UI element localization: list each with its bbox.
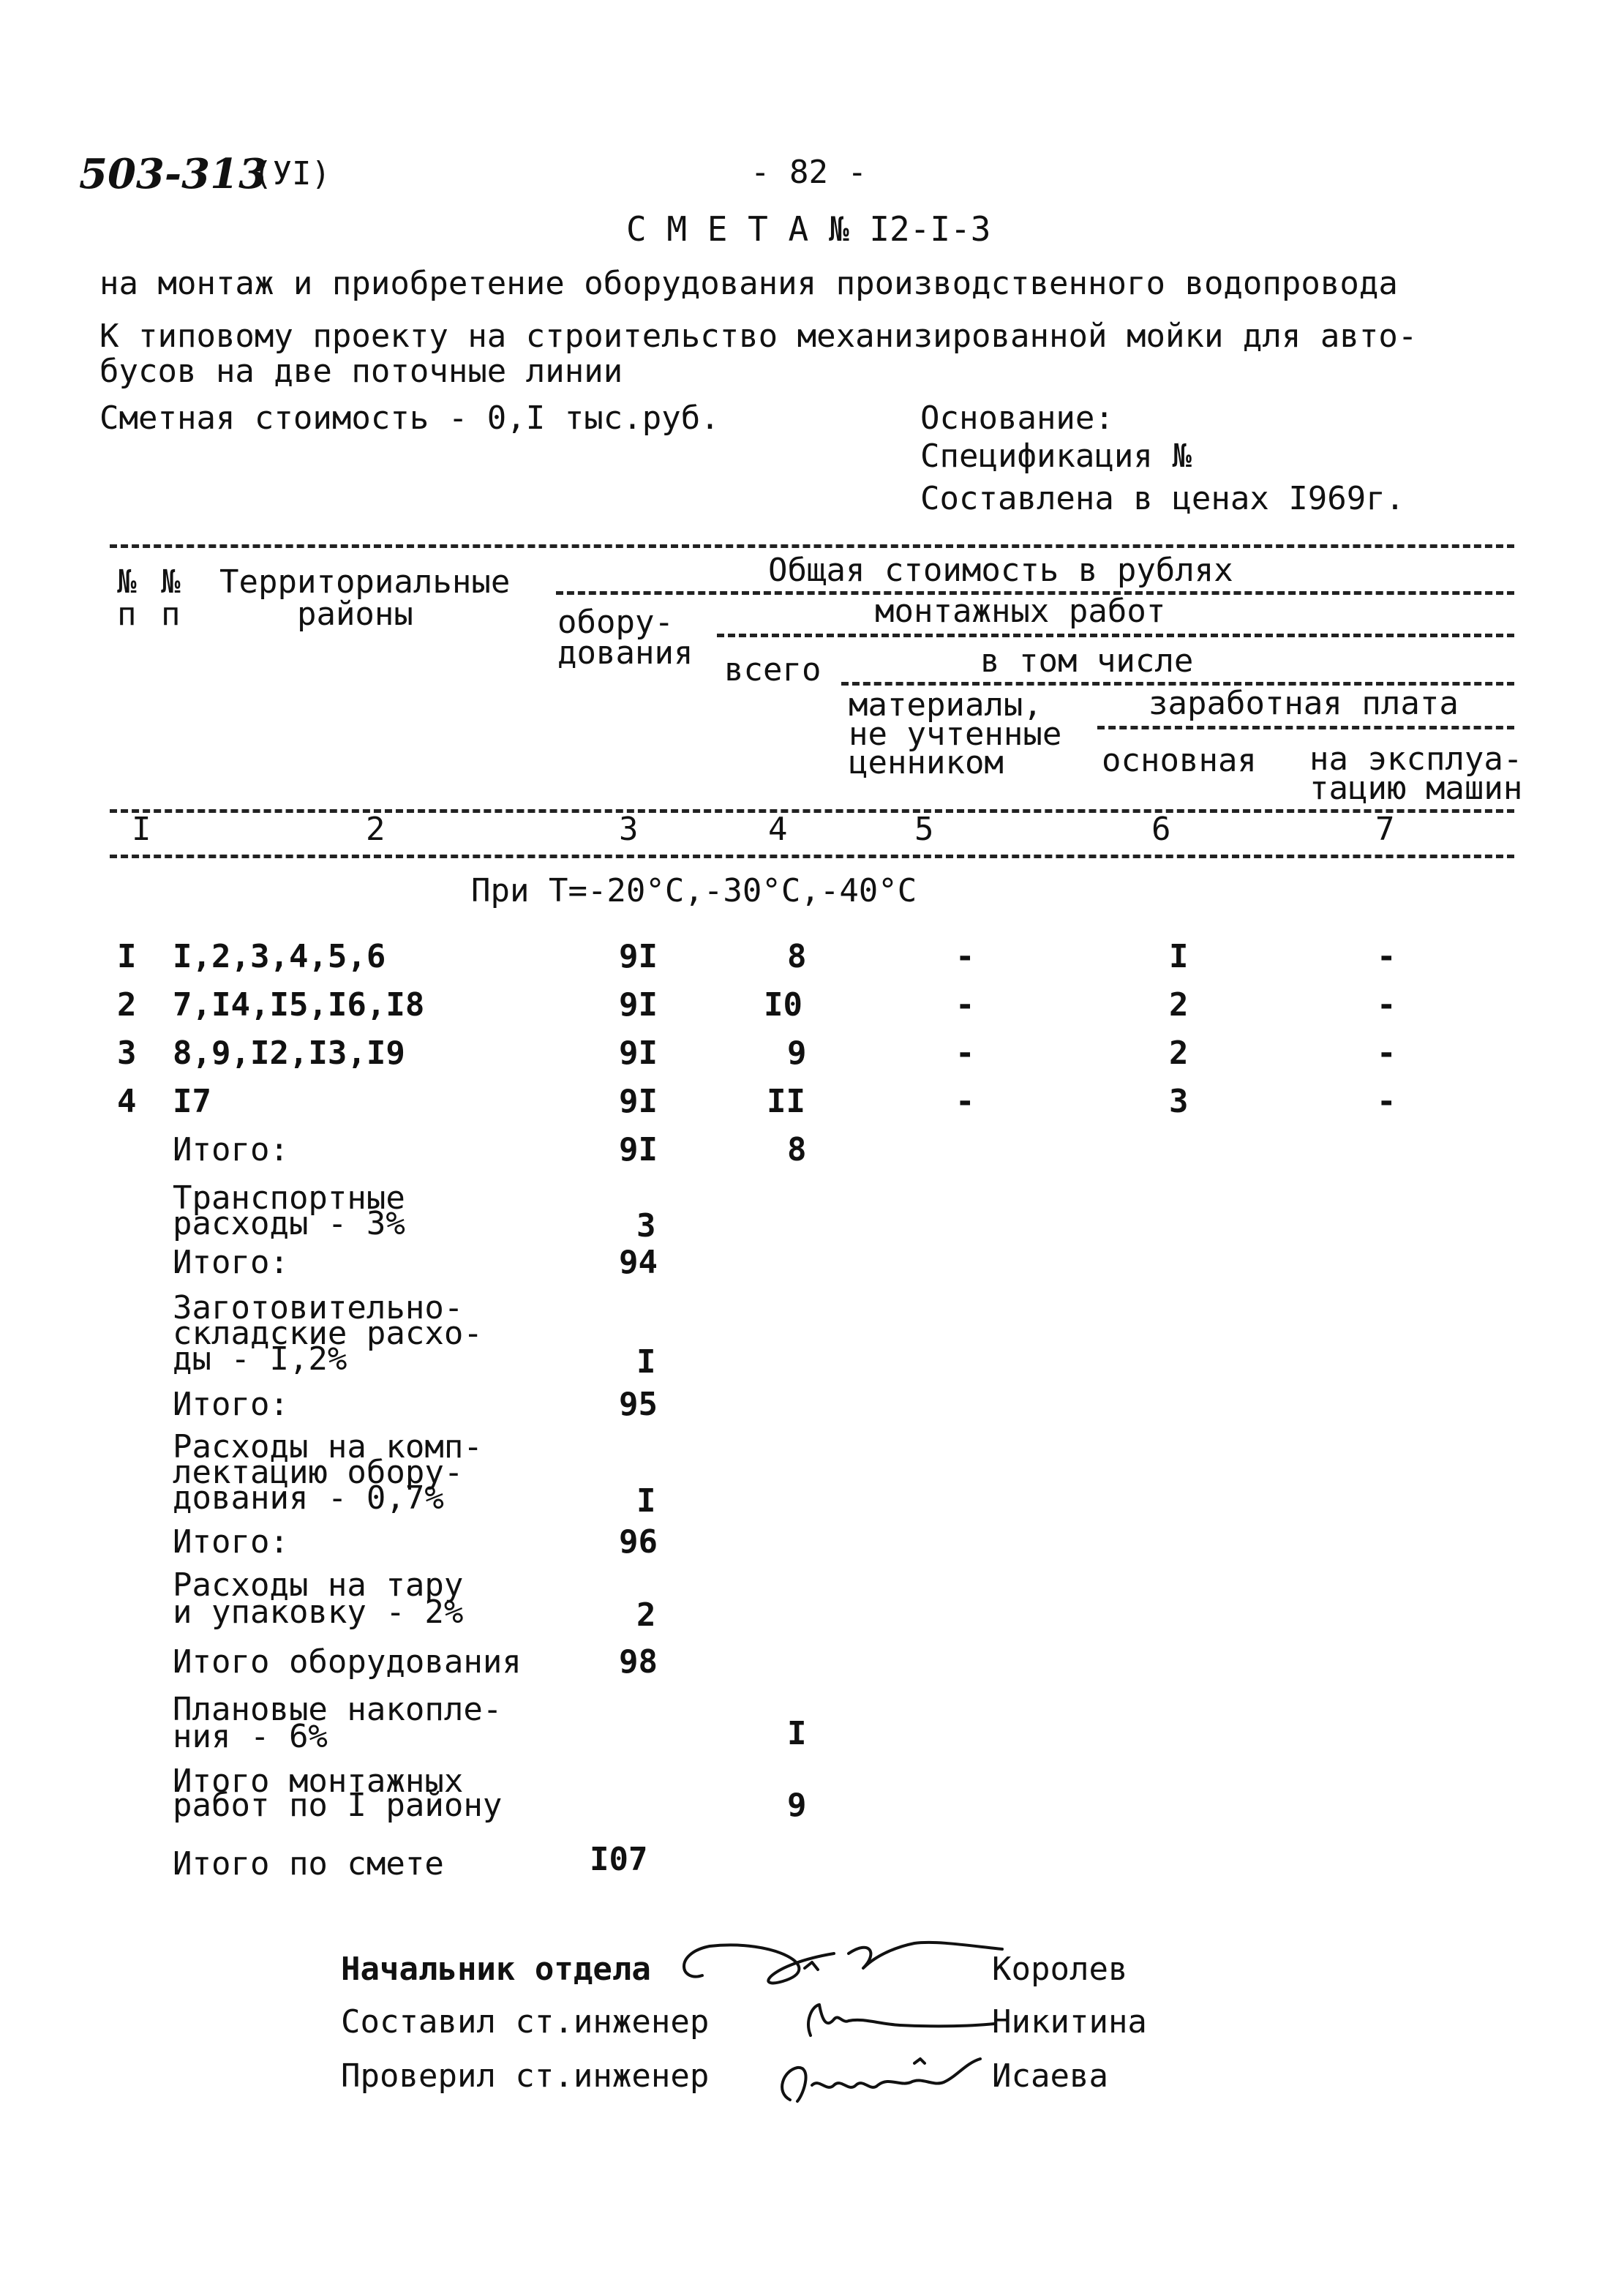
installation-works-header: монтажных работ <box>875 593 1166 630</box>
totals-label: Расходы на комп- лектацию обору- дования - 0,7% <box>173 1428 483 1517</box>
materials-header: материалы, не учтенные ценником <box>849 686 1062 782</box>
row-materials: - <box>955 938 975 975</box>
totals-equipment: 3 <box>636 1207 656 1245</box>
rule-below-column-numbers <box>110 855 1514 858</box>
row-materials: - <box>955 986 975 1024</box>
row-materials: - <box>955 1035 975 1072</box>
total-cost-header: Общая стоимость в рублях <box>768 552 1233 589</box>
signature-isaeva <box>768 2041 1002 2114</box>
column-number-5: 5 <box>914 811 934 848</box>
row-wages-machines: - <box>1377 1083 1396 1120</box>
signature-name: Королев <box>992 1951 1128 1988</box>
signature-name: Исаева <box>992 2057 1108 2095</box>
document-code-suffix: (УI) <box>253 155 331 192</box>
totals-label: Итого по смете <box>173 1845 444 1883</box>
document-code: 503-313 <box>79 150 268 198</box>
row-regions: I,2,3,4,5,6 <box>173 938 386 975</box>
basis-label: Основание: <box>920 399 1114 437</box>
row-wages-basic: I <box>1169 938 1189 975</box>
basis-specification: Спецификация № <box>920 438 1192 475</box>
totals-equipment: I <box>636 1482 656 1520</box>
column-number-2-header: № п <box>161 563 181 633</box>
totals-label: Плановые накопле- ния - 6% <box>173 1691 503 1756</box>
row-number: I <box>117 938 137 975</box>
wages-header: заработная плата <box>1149 685 1459 722</box>
page-number: - 82 - <box>751 154 867 191</box>
row-materials: - <box>955 1083 975 1120</box>
row-equipment: 9I <box>619 986 658 1024</box>
signature-name: Никитина <box>992 2003 1147 2041</box>
row-number: 2 <box>117 986 137 1024</box>
row-wages-machines: - <box>1377 1035 1396 1072</box>
temperature-condition: При T=-20°С,-30°С,-40°С <box>471 872 917 909</box>
wages-basic-header: основная <box>1102 742 1257 779</box>
row-equipment: 9I <box>619 938 658 975</box>
totals-label: Итого монтажных работ по I району <box>173 1763 503 1824</box>
row-wages-machines: - <box>1377 986 1396 1024</box>
row-regions: 8,9,I2,I3,I9 <box>173 1035 405 1072</box>
totals-equipment: I07 <box>590 1841 648 1878</box>
wages-machines-header: на эксплуа- тацию машин <box>1309 740 1523 807</box>
row-installation-total: 9 <box>787 1035 807 1072</box>
row-equipment: 9I <box>619 1035 658 1072</box>
column-number-6: 6 <box>1151 811 1171 848</box>
signature-role: Начальник отдела <box>341 1951 651 1988</box>
totals-installation: 9 <box>787 1787 807 1824</box>
rule-under-wages <box>1097 726 1514 729</box>
signature-role: Проверил ст.инженер <box>341 2057 710 2095</box>
totals-label: Итого: <box>173 1523 289 1561</box>
row-wages-basic: 3 <box>1169 1083 1189 1120</box>
rule-above-column-numbers <box>110 809 1514 813</box>
row-installation-total: I0 <box>764 986 802 1024</box>
column-number-2: 2 <box>366 811 386 848</box>
including-header: в том числе <box>980 642 1194 680</box>
totals-equipment: 2 <box>636 1596 656 1634</box>
column-number-1-header: № п <box>117 563 137 633</box>
column-number-4: 4 <box>768 811 788 848</box>
row-wages-basic: 2 <box>1169 1035 1189 1072</box>
column-number-7: 7 <box>1375 811 1395 848</box>
row-wages-basic: 2 <box>1169 986 1189 1024</box>
equipment-header: обору- дования <box>557 604 693 672</box>
totals-label: Итого: <box>173 1244 289 1281</box>
rule-under-installation <box>717 634 1514 637</box>
row-regions: 7,I4,I5,I6,I8 <box>173 986 425 1024</box>
regions-header: Территориальные районы <box>219 563 511 633</box>
row-equipment: 9I <box>619 1083 658 1120</box>
totals-equipment: 95 <box>619 1386 658 1423</box>
project-line-2: бусов на две поточные линии <box>99 353 623 390</box>
row-number: 4 <box>117 1083 137 1120</box>
basis-prices: Составлена в ценах I969г. <box>920 480 1405 517</box>
totals-installation: I <box>787 1715 807 1752</box>
column-number-3: 3 <box>619 811 639 848</box>
header-rule-top <box>110 544 1514 548</box>
totals-equipment: 96 <box>619 1523 658 1561</box>
totals-equipment: 94 <box>619 1244 658 1281</box>
row-installation-total: 8 <box>787 938 807 975</box>
estimated-cost: Сметная стоимость - 0,I тыс.руб. <box>99 399 720 437</box>
totals-label: Расходы на тару и упаковку - 2% <box>173 1566 464 1632</box>
totals-installation: 8 <box>787 1131 807 1168</box>
document-subtitle: на монтаж и приобретение оборудования производственного водопровода <box>99 265 1398 302</box>
installation-total-header: всего <box>724 651 822 688</box>
project-line-1: К типовому проекту на строительство механизированной мойки для авто- <box>99 318 1418 355</box>
row-wages-machines: - <box>1377 938 1396 975</box>
document-title: С М Е Т А № I2-I-3 <box>626 209 991 249</box>
totals-label: Заготовительно- складские расхо- ды - I,2% <box>173 1289 483 1378</box>
signature-role: Составил ст.инженер <box>341 2003 710 2041</box>
totals-label: Транспортные расходы - 3% <box>173 1179 405 1243</box>
row-regions: I7 <box>173 1083 211 1120</box>
column-number-1: I <box>132 811 151 848</box>
totals-label: Итого: <box>173 1386 289 1423</box>
row-number: 3 <box>117 1035 137 1072</box>
totals-equipment: I <box>636 1343 656 1381</box>
totals-label: Итого оборудования <box>173 1643 522 1681</box>
totals-label: Итого: <box>173 1131 289 1168</box>
totals-equipment: 9I <box>619 1131 658 1168</box>
totals-equipment: 98 <box>619 1643 658 1681</box>
row-installation-total: II <box>767 1083 805 1120</box>
